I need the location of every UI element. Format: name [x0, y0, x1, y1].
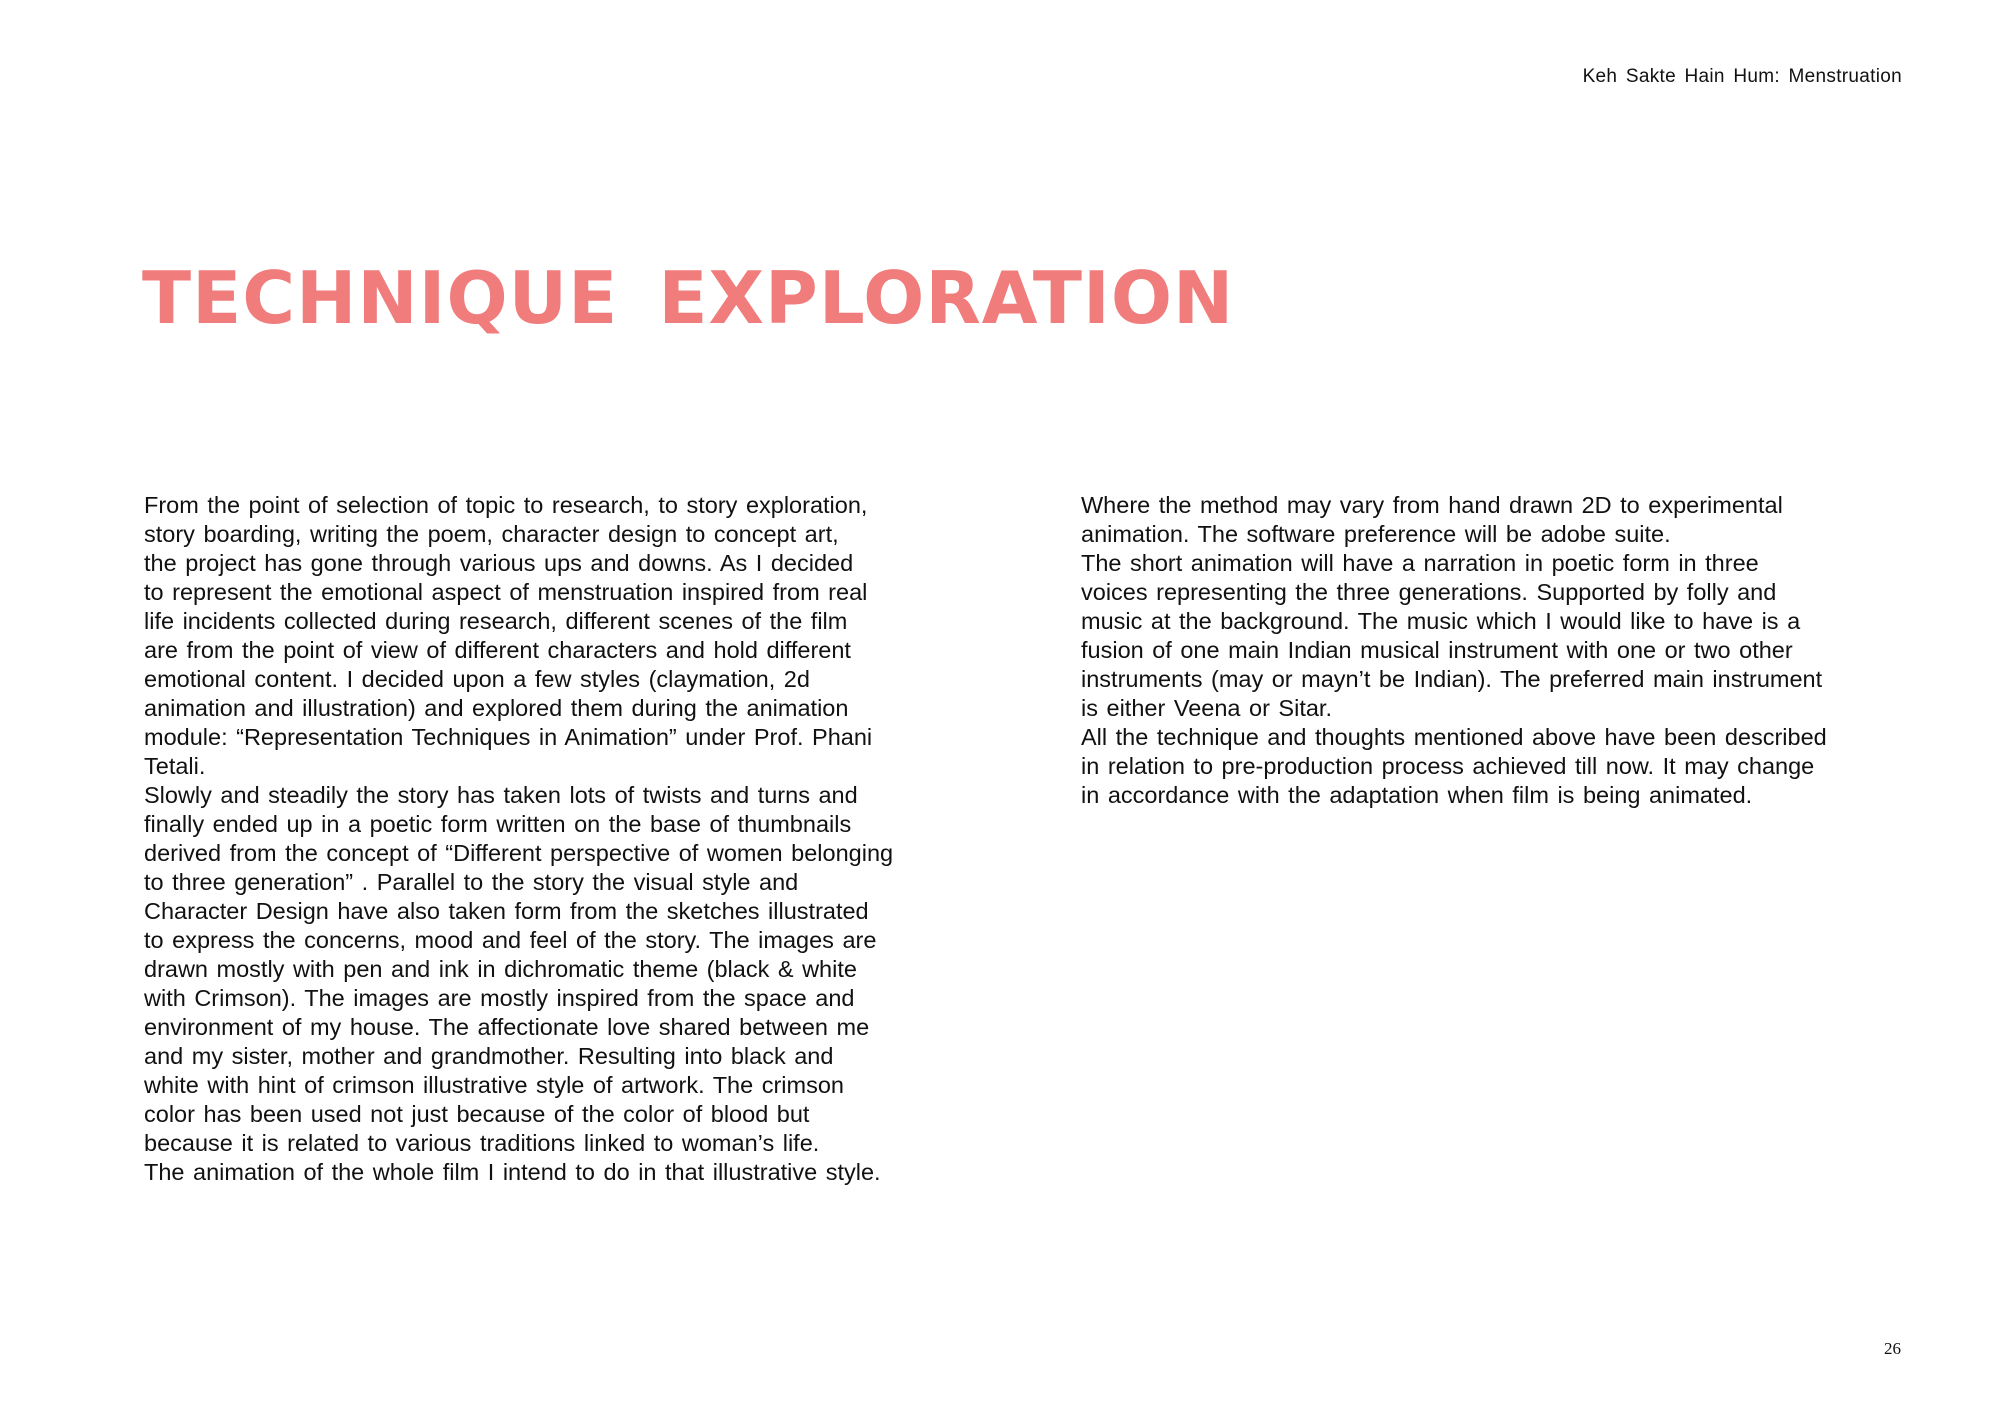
running-header: Keh Sakte Hain Hum: Menstruation — [1582, 66, 1902, 87]
body-line: story boarding, writing the poem, character design to concept art, — [144, 521, 839, 547]
body-line: environment of my house. The affectionate love shared between me — [144, 1014, 870, 1040]
body-line: Tetali. — [144, 753, 206, 779]
body-line: fusion of one main Indian musical instrument with one or two other — [1081, 637, 1793, 663]
body-line: animation. The software preference will be adobe suite. — [1081, 521, 1671, 547]
body-line: in relation to pre-production process achieved till now. It may change — [1081, 753, 1815, 779]
body-line: white with hint of crimson illustrative style of artwork. The crimson — [144, 1072, 844, 1098]
body-line: instruments (may or mayn’t be Indian). The preferred main instrument — [1081, 666, 1823, 692]
body-line: is either Veena or Sitar. — [1081, 695, 1332, 721]
body-line: From the point of selection of topic to research, to story exploration, — [144, 492, 868, 518]
body-line: to represent the emotional aspect of menstruation inspired from real — [144, 579, 868, 605]
page-title: TECHNIQUE EXPLORATION — [142, 256, 1235, 340]
body-line: to express the concerns, mood and feel of the story. The images are — [144, 927, 877, 953]
body-line: animation and illustration) and explored them during the animation — [144, 695, 849, 721]
body-line: with Crimson). The images are mostly inspired from the space and — [144, 985, 855, 1011]
body-line: voices representing the three generations. Supported by folly and — [1081, 579, 1777, 605]
body-line: life incidents collected during research, different scenes of the film — [144, 608, 848, 634]
body-line: color has been used not just because of the color of blood but — [144, 1101, 810, 1127]
body-line: All the technique and thoughts mentioned above have been described — [1081, 724, 1827, 750]
right-column-body — [1081, 491, 1901, 810]
body-line: Slowly and steadily the story has taken lots of twists and turns and — [144, 782, 858, 808]
body-line: derived from the concept of “Different perspective of women belonging — [144, 840, 894, 866]
body-line: Where the method may vary from hand drawn 2D to experimental — [1081, 492, 1783, 518]
body-line: are from the point of view of different characters and hold different — [144, 637, 851, 663]
page-number: 26 — [1884, 1339, 1901, 1358]
body-line: because it is related to various traditions linked to woman’s life. — [144, 1130, 820, 1156]
body-line: in accordance with the adaptation when film is being animated. — [1081, 782, 1753, 808]
body-line: Character Design have also taken form from the sketches illustrated — [144, 898, 869, 924]
body-line: The animation of the whole film I intend to do in that illustrative style. — [144, 1159, 881, 1185]
body-line: and my sister, mother and grandmother. Resulting into black and — [144, 1043, 834, 1069]
body-line: the project has gone through various ups and downs. As I decided — [144, 550, 854, 576]
body-line: The short animation will have a narration in poetic form in three — [1081, 550, 1759, 576]
body-line: drawn mostly with pen and ink in dichromatic theme (black & white — [144, 956, 857, 982]
left-column-body — [144, 491, 974, 1187]
body-line: module: “Representation Techniques in Animation” under Prof. Phani — [144, 724, 873, 750]
body-line: finally ended up in a poetic form written on the base of thumbnails — [144, 811, 852, 837]
body-line: music at the background. The music which I would like to have is a — [1081, 608, 1801, 634]
body-line: to three generation” . Parallel to the story the visual style and — [144, 869, 799, 895]
body-line: emotional content. I decided upon a few styles (claymation, 2d — [144, 666, 810, 692]
